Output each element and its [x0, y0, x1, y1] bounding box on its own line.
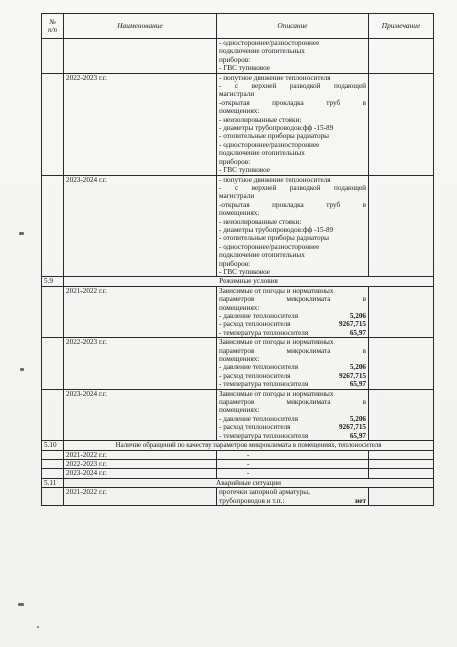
table-row	[42, 389, 434, 440]
temp-value: 65,97	[349, 328, 366, 337]
desc-line: - одностороннее/разностороннее	[219, 140, 320, 149]
desc-line: подключение отопительных	[219, 251, 305, 260]
cell-name	[64, 39, 217, 74]
cell-note	[369, 175, 434, 277]
cell-desc	[217, 175, 369, 277]
cell-desc: -	[217, 450, 369, 459]
desc-line: - одностороннее/разностороннее	[219, 39, 320, 47]
cell-desc	[217, 73, 369, 175]
period-label: 2022-2023 г.г.	[64, 338, 217, 389]
desc-line: приборов:	[219, 259, 251, 268]
desc-line: помещениях:	[219, 209, 260, 218]
table-row	[42, 450, 434, 459]
table-row	[42, 286, 434, 337]
cell-desc: -	[217, 469, 369, 478]
desc-line: - отопительные приборы радиаторы	[219, 234, 329, 243]
desc-line: магистрали	[219, 90, 255, 99]
flow-line	[219, 320, 366, 328]
period-label: 2021-2022 г.г.	[64, 488, 217, 506]
temp-value: 65,97	[349, 380, 366, 389]
table-row	[42, 488, 434, 506]
section-num: 5.10	[42, 441, 64, 450]
cell-note	[369, 488, 434, 506]
scan-smudge	[37, 626, 39, 628]
desc-line: - отопительные приборы радиаторы	[219, 132, 329, 141]
pressure-line	[219, 415, 366, 423]
cell-note	[369, 338, 434, 389]
cell-num	[42, 286, 64, 337]
pressure-label: - давление теплоносителя	[219, 312, 299, 320]
desc-line: подключение отопительных	[219, 47, 305, 56]
emergency-value: нет	[355, 496, 366, 505]
cell-note	[369, 73, 434, 175]
desc-line: протечки запорной арматуры,	[219, 488, 310, 497]
desc-line: - одностороннее/разностороннее	[219, 242, 320, 251]
temp-label: - температура теплоносителя	[219, 328, 309, 337]
pressure-value: 5,206	[349, 312, 366, 320]
desc-line: - попутное движение теплоносителя	[219, 175, 331, 184]
desc-line: - диаметры трубопроводов:фф -15-89	[219, 225, 334, 234]
temp-line	[219, 329, 366, 337]
desc-line: помещениях:	[219, 355, 260, 364]
header-name: Наименование	[64, 14, 217, 39]
pressure-label: - давление теплоносителя	[219, 414, 299, 423]
temp-value: 65,97	[349, 431, 366, 440]
flow-line	[219, 372, 366, 380]
desc-line: приборов:	[219, 55, 251, 64]
pressure-label: - давление теплоносителя	[219, 363, 299, 372]
desc-line: магистрали	[219, 192, 255, 201]
cell-desc: -	[217, 459, 369, 468]
table-header-row	[42, 14, 434, 39]
temp-line	[219, 380, 366, 388]
cell-num	[42, 389, 64, 440]
desc-line: Зависимые от погоды и нормативных	[219, 389, 334, 398]
scan-smudge	[20, 368, 24, 371]
table-row	[42, 469, 434, 478]
section-num: 5.11	[42, 478, 64, 487]
cell-desc	[217, 39, 369, 74]
desc-line: - ГВС тупиковое	[219, 64, 270, 73]
section-title: Наличие обращений по качеству параметров микроклимата в помещениях, теплоносителя	[64, 441, 434, 450]
flow-value: 9267,715	[339, 423, 366, 432]
emergency-label: трубопроводов и т.п.:	[219, 496, 285, 505]
section-title: Режимные условия	[64, 277, 434, 286]
cell-note	[369, 389, 434, 440]
desc-line: помещениях:	[219, 406, 260, 415]
cell-num	[42, 459, 64, 468]
section-row	[42, 478, 434, 487]
section-num: 5.9	[42, 277, 64, 286]
cell-note	[369, 450, 434, 459]
cell-num	[42, 73, 64, 175]
section-title: Аварийные ситуации	[64, 478, 434, 487]
desc-line: - ГВС тупиковое	[219, 166, 270, 175]
table-row	[42, 39, 434, 74]
cell-num	[42, 469, 64, 478]
pressure-line	[219, 363, 366, 371]
cell-note	[369, 286, 434, 337]
period-label: 2023-2024 г.г.	[64, 469, 217, 478]
cell-num	[42, 39, 64, 74]
flow-value: 9267,715	[339, 320, 366, 329]
cell-num	[42, 488, 64, 506]
cell-num	[42, 450, 64, 459]
pressure-value: 5,206	[349, 363, 366, 372]
cell-desc	[217, 286, 369, 337]
header-note: Примечание	[369, 14, 434, 39]
cell-desc	[217, 488, 369, 506]
table-row	[42, 175, 434, 277]
desc-line: - неизолированные стояки:	[219, 115, 302, 124]
desc-line: параметров микроклимата в	[219, 295, 366, 304]
desc-line: Зависимые от погоды и нормативных	[219, 338, 334, 347]
header-num: № п/п	[42, 14, 64, 39]
table-row	[42, 338, 434, 389]
desc-line: - ГВС тупиковое	[219, 267, 270, 276]
desc-line: параметров микроклимата в	[219, 398, 366, 407]
section-row	[42, 277, 434, 286]
desc-line: - попутное движение теплоносителя	[219, 73, 331, 82]
desc-line: -открытая прокладка труб в	[219, 200, 366, 209]
cell-note	[369, 469, 434, 478]
flow-value: 9267,715	[339, 371, 366, 380]
pressure-line	[219, 312, 366, 320]
cell-note	[369, 459, 434, 468]
desc-line: - неизолированные стояки:	[219, 217, 302, 226]
scan-smudge	[19, 232, 24, 235]
desc-line: - с верхней разводкой подающей	[219, 82, 366, 91]
emergency-line	[219, 497, 366, 505]
flow-label: - расход теплоносителя	[219, 423, 291, 432]
desc-line: помещениях:	[219, 107, 260, 116]
flow-line	[219, 423, 366, 431]
period-label: 2023-2024 г.г.	[64, 175, 217, 277]
flow-label: - расход теплоносителя	[219, 320, 291, 329]
desc-line: параметров микроклимата в	[219, 346, 366, 355]
section-row	[42, 441, 434, 450]
period-label: 2022-2023 г.г.	[64, 73, 217, 175]
temp-line	[219, 432, 366, 440]
desc-line: помещениях:	[219, 303, 260, 312]
temp-label: - температура теплоносителя	[219, 431, 309, 440]
desc-line: подключение отопительных	[219, 149, 305, 158]
cell-num	[42, 338, 64, 389]
period-label: 2022-2023 г.г.	[64, 459, 217, 468]
cell-desc	[217, 389, 369, 440]
cell-note	[369, 39, 434, 74]
cell-desc	[217, 338, 369, 389]
desc-line: -открытая прокладка труб в	[219, 98, 366, 107]
header-desc: Описание	[217, 14, 369, 39]
scan-smudge	[18, 603, 24, 606]
cell-num	[42, 175, 64, 277]
pressure-value: 5,206	[349, 414, 366, 423]
desc-line: Зависимые от погоды и нормативных	[219, 286, 334, 295]
desc-line: - с верхней разводкой подающей	[219, 183, 366, 192]
period-label: 2023-2024 г.г.	[64, 389, 217, 440]
desc-line: - диаметры трубопроводов:фф -15-89	[219, 124, 334, 133]
heating-system-table	[41, 13, 434, 506]
temp-label: - температура теплоносителя	[219, 380, 309, 389]
flow-label: - расход теплоносителя	[219, 371, 291, 380]
desc-line: приборов:	[219, 157, 251, 166]
table-row	[42, 73, 434, 175]
period-label: 2021-2022 г.г.	[64, 450, 217, 459]
table-row	[42, 459, 434, 468]
period-label: 2021-2022 г.г.	[64, 286, 217, 337]
